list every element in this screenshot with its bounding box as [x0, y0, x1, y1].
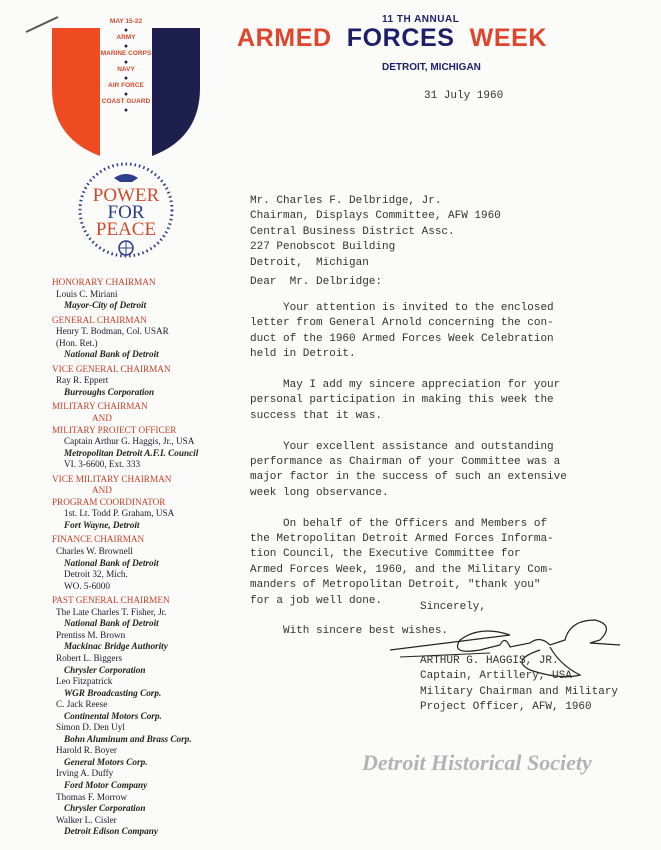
shield-item: NAVY	[117, 66, 135, 73]
affiliation: Mayor-City of Detroit	[64, 300, 147, 311]
bullet-dot: ●	[123, 43, 129, 50]
sidebar-section	[52, 474, 242, 532]
affiliation: Continental Motors Corp.	[64, 710, 162, 721]
sidebar-section	[52, 595, 242, 837]
shield-item: AIR FORCE	[108, 82, 144, 89]
sidebar-section	[52, 315, 242, 361]
body-line: duct of the 1960 Armed Forces Week Celebration	[250, 332, 554, 345]
section-heading: MILITARY PROJECT OFFICER	[52, 424, 177, 435]
member-name: (Hon. Ret.)	[56, 337, 98, 348]
member-name: Irving A. Duffy	[56, 768, 114, 779]
section-heading: VICE MILITARY CHAIRMAN	[52, 473, 172, 484]
body-line: letter from General Arnold concerning the con-	[250, 317, 554, 330]
member-name: Thomas F. Morrow	[56, 791, 127, 802]
body-line: On behalf of the Officers and Members of	[250, 517, 548, 530]
signature-line: Military Chairman and Military	[420, 685, 619, 698]
salutation: Dear Mr. Delbridge:	[250, 276, 383, 288]
eagle-icon	[114, 174, 138, 182]
letterhead-city: DETROIT, MICHIGAN	[382, 62, 481, 73]
member-name: Henry T. Bodman, Col. USAR	[56, 326, 169, 337]
sidebar-section	[52, 277, 242, 312]
affiliation: General Motors Corp.	[64, 756, 148, 767]
section-heading: GENERAL CHAIRMAN	[52, 314, 147, 325]
affiliation: Ford Motor Company	[64, 779, 148, 790]
address-line: Mr. Charles F. Delbridge, Jr.	[250, 195, 442, 207]
section-heading: AND	[92, 485, 112, 496]
affiliation: National Bank of Detroit	[64, 349, 159, 360]
affiliation: Mackinac Bridge Authority	[64, 641, 168, 652]
member-name: Leo Fitzpatrick	[56, 676, 113, 687]
body-line: the Metropolitan Detroit Armed Forces Informa-	[250, 533, 554, 546]
section-heading: MILITARY CHAIRMAN	[52, 401, 148, 412]
section-heading: VICE GENERAL CHAIRMAN	[52, 363, 171, 374]
shield-item: MAY 15-22	[109, 18, 143, 25]
address-line: Central Business District Assc.	[250, 225, 455, 238]
committee-sidebar	[52, 277, 242, 841]
bullet-dot: ●	[123, 91, 129, 98]
sidebar-section	[52, 534, 242, 592]
member-name: Prentiss M. Brown	[56, 629, 126, 640]
body-line: week long observance.	[250, 486, 389, 499]
body-line: for a job well done.	[250, 594, 383, 607]
member-name: Simon D. Den Uyl	[56, 722, 125, 733]
title-week: WEEK	[469, 24, 548, 52]
bullet-dot: ●	[123, 27, 129, 34]
body-line: Your excellent assistance and outstanding	[250, 440, 554, 453]
recipient-address	[250, 194, 501, 271]
member-name: Detroit 32, Mich.	[64, 569, 128, 580]
affiliation: Burroughs Corporation	[64, 386, 155, 397]
affiliation: Metropolitan Detroit A.F.I. Council	[64, 447, 199, 458]
affiliation: National Bank of Detroit	[64, 557, 159, 568]
body-line: performance as Chairman of your Committee was a	[250, 456, 561, 469]
body-line: major factor in the success of such an extensive	[250, 471, 567, 484]
title-forces: FORCES	[346, 24, 455, 52]
member-name: VI. 3-6600, Ext. 333	[64, 459, 141, 470]
shield-item: COAST GUARD	[101, 98, 151, 105]
section-heading: HONORARY CHAIRMAN	[52, 277, 156, 287]
section-heading: PROGRAM COORDINATOR	[52, 496, 166, 507]
signature-line: Captain, Artillery, USA	[420, 670, 572, 683]
member-name: Walker L. Cisler	[56, 814, 117, 825]
closing: Sincerely,	[420, 601, 487, 613]
paragraph	[250, 301, 590, 363]
shield-branches	[100, 18, 152, 114]
member-name: C. Jack Reese	[56, 699, 108, 710]
annual-label: 11 TH ANNUAL	[382, 14, 460, 25]
body-line: success that it was.	[250, 409, 383, 422]
section-heading: PAST GENERAL CHAIRMEN	[52, 595, 170, 606]
title-armed: ARMED	[237, 24, 332, 52]
member-name: 1st. Lt. Todd P. Graham, USA	[64, 508, 175, 519]
bullet-dot: ●	[123, 75, 129, 82]
member-name: Captain Arthur G. Haggis, Jr., USA	[64, 436, 195, 447]
address-line: Detroit, Michigan	[250, 256, 369, 269]
address-line: 227 Penobscot Building	[250, 241, 396, 254]
seal-motto	[76, 187, 176, 238]
section-heading: AND	[92, 413, 112, 424]
member-name: Harold R. Boyer	[56, 745, 117, 756]
shield-item: ARMY	[116, 34, 136, 41]
affiliation: Chrysler Corporation	[64, 664, 146, 675]
address-line: Chairman, Displays Committee, AFW 1960	[250, 210, 501, 223]
watermark: Detroit Historical Society	[362, 750, 592, 775]
bullet-dot: ●	[123, 59, 129, 66]
body-line: With sincere best wishes.	[250, 625, 449, 638]
affiliation: Chrysler Corporation	[64, 803, 146, 814]
member-name: Charles W. Brownell	[56, 546, 133, 557]
member-name: Ray R. Eppert	[56, 375, 109, 386]
member-name: The Late Charles T. Fisher, Jr.	[56, 606, 167, 617]
body-line: tion Council, the Executive Committee for	[250, 548, 521, 561]
affiliation: WGR Broadcasting Corp.	[64, 687, 162, 698]
section-heading: FINANCE CHAIRMAN	[52, 534, 145, 545]
member-name: WO. 5-6000	[64, 580, 110, 591]
body-line: manders of Metropolitan Detroit, "thank you"	[250, 579, 541, 592]
seal-for: FOR	[107, 202, 145, 223]
body-line: Armed Forces Week, 1960, and the Military Com-	[250, 563, 554, 576]
signature-line: ARTHUR G. HAGGIS, JR.	[420, 655, 559, 667]
bullet-dot: ●	[123, 107, 129, 114]
paragraph	[250, 378, 590, 424]
body-line: held in Detroit.	[250, 348, 356, 361]
member-name: Louis C. Miriani	[56, 288, 118, 299]
sidebar-section	[52, 364, 242, 399]
signature-block	[420, 654, 618, 716]
affiliation: Detroit Edison Company	[64, 826, 158, 837]
sidebar-section	[52, 401, 242, 470]
seal-power: POWER	[92, 185, 160, 206]
body-line: personal participation in making this week the	[250, 394, 554, 407]
affiliation: Bohn Aluminum and Brass Corp.	[64, 733, 192, 744]
signature-line: Project Officer, AFW, 1960	[420, 701, 592, 714]
body-line: Your attention is invited to the enclosed	[250, 302, 554, 314]
paragraph	[250, 517, 590, 609]
letter-date: 31 July 1960	[424, 90, 504, 102]
member-name: Robert L. Biggers	[56, 652, 123, 663]
seal-peace: PEACE	[95, 219, 157, 240]
affiliation: National Bank of Detroit	[64, 618, 159, 629]
body-line: May I add my sincere appreciation for your	[250, 379, 561, 392]
paragraph	[250, 440, 590, 502]
shield-item: MARINE CORPS	[100, 50, 152, 57]
affiliation: Fort Wayne, Detroit	[64, 519, 140, 530]
letterhead-title	[237, 24, 547, 53]
